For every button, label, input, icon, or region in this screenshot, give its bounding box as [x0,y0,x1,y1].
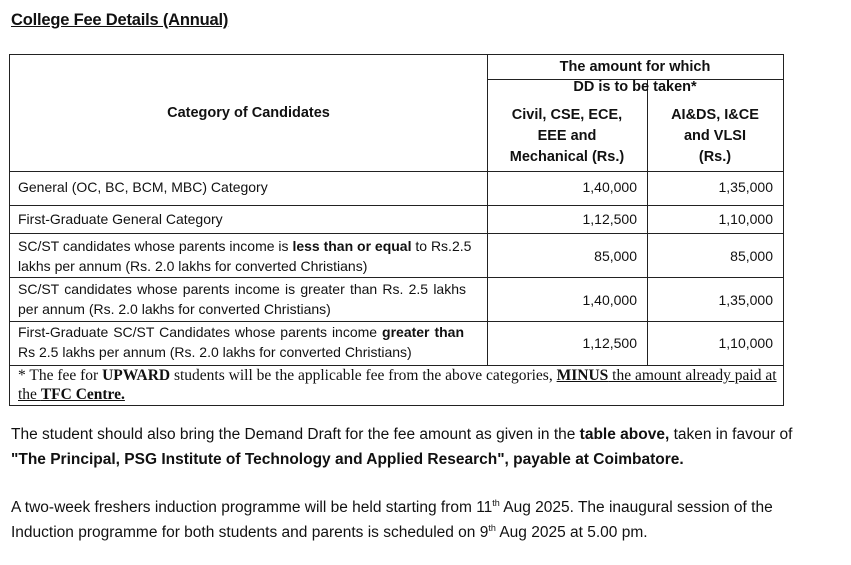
table-footnote [18,366,778,404]
category-emphasis: less than or equal [292,238,412,254]
dd-header-line: DD is to be taken* [573,79,697,95]
category-header: Category of Candidates [167,105,330,121]
table-row-col1: 1,40,000 [582,179,637,195]
paragraph-text: Aug 2025 at 5.00 pm. [495,524,648,541]
table-row-divider [10,277,783,278]
table-row-category: First-Graduate General Category [18,211,223,227]
col1-header-line: EEE and [537,128,597,144]
dd-header-line: The amount for which [559,59,711,75]
col2-header-line: and VLSI [683,128,747,144]
table-row-col2: 1,35,000 [718,292,773,308]
paragraph-emphasis: table above, [579,426,670,443]
table-row-category: General (OC, BC, BCM, MBC) Category [18,179,268,195]
paragraph-text: A two-week freshers induction programme will be held starting from 11 [11,499,493,516]
col1-header [487,105,647,168]
paragraph-emphasis: "The Principal, PSG Institute of Technology and Applied Research", payable at Coimbatore. [11,451,684,468]
table-header-divider [10,171,783,172]
table-row-category [18,322,464,362]
paragraph-text: taken in favour of [669,426,793,443]
table-row-divider [10,233,783,234]
ordinal-suffix: th [492,497,500,508]
footnote-emphasis: UPWARD [102,367,171,384]
induction-paragraph [11,495,801,545]
table-row-col2: 1,10,000 [718,335,773,351]
footnote-emphasis: TFC Centre. [40,386,125,403]
table-row-category [18,236,478,276]
table-row-col1: 1,12,500 [582,335,637,351]
category-emphasis: greater than [382,324,464,340]
table-row-category: SC/ST candidates whose parents income is greater than Rs. 2.5 lakhs per annum (Rs. 2.0 lakhs for converted Christians) [18,281,466,317]
footnote-text: the amount already paid at the [18,367,777,403]
category-text: Rs 2.5 lakhs per annum (Rs. 2.0 lakhs for converted Christians) [18,344,412,360]
table-row-col2: 1,10,000 [718,211,773,227]
col1-header-line: Civil, CSE, ECE, [511,107,623,123]
paragraph-text: Aug 2025. The inaugural session of the Induction programme for both students and parents is scheduled on 9 [11,499,773,541]
col2-header-line: AI&DS, I&CE [671,107,759,123]
footnote-text: * The fee for [18,367,103,384]
table-row-col1: 1,12,500 [582,211,637,227]
paragraph-text: The student should also bring the Demand Draft for the fee amount as given in the [11,426,580,443]
category-text: First-Graduate SC/ST Candidates whose parents income [18,324,383,340]
col1-header-line: Mechanical (Rs.) [509,149,625,165]
category-text: to Rs.2.5 lakhs per annum (Rs. 2.0 lakhs for converted Christians) [18,238,472,274]
dd-instruction-paragraph [11,422,801,472]
col2-header [647,105,783,168]
table-row-col1: 1,40,000 [582,292,637,308]
col2-header-line: (Rs.) [698,149,732,165]
table-row-divider [10,205,783,206]
fee-table [9,54,784,406]
table-row-col1: 85,000 [594,248,637,264]
table-row-col2: 1,35,000 [718,179,773,195]
category-text: SC/ST candidates whose parents income is [18,238,293,254]
table-row-col2: 85,000 [730,248,773,264]
ordinal-suffix: th [488,522,496,533]
dd-header [487,57,783,97]
footnote-emphasis: MINUS [556,367,609,384]
footnote-text: students will be the applicable fee from the above categories, [170,367,557,384]
page-title: College Fee Details (Annual) [11,11,229,29]
